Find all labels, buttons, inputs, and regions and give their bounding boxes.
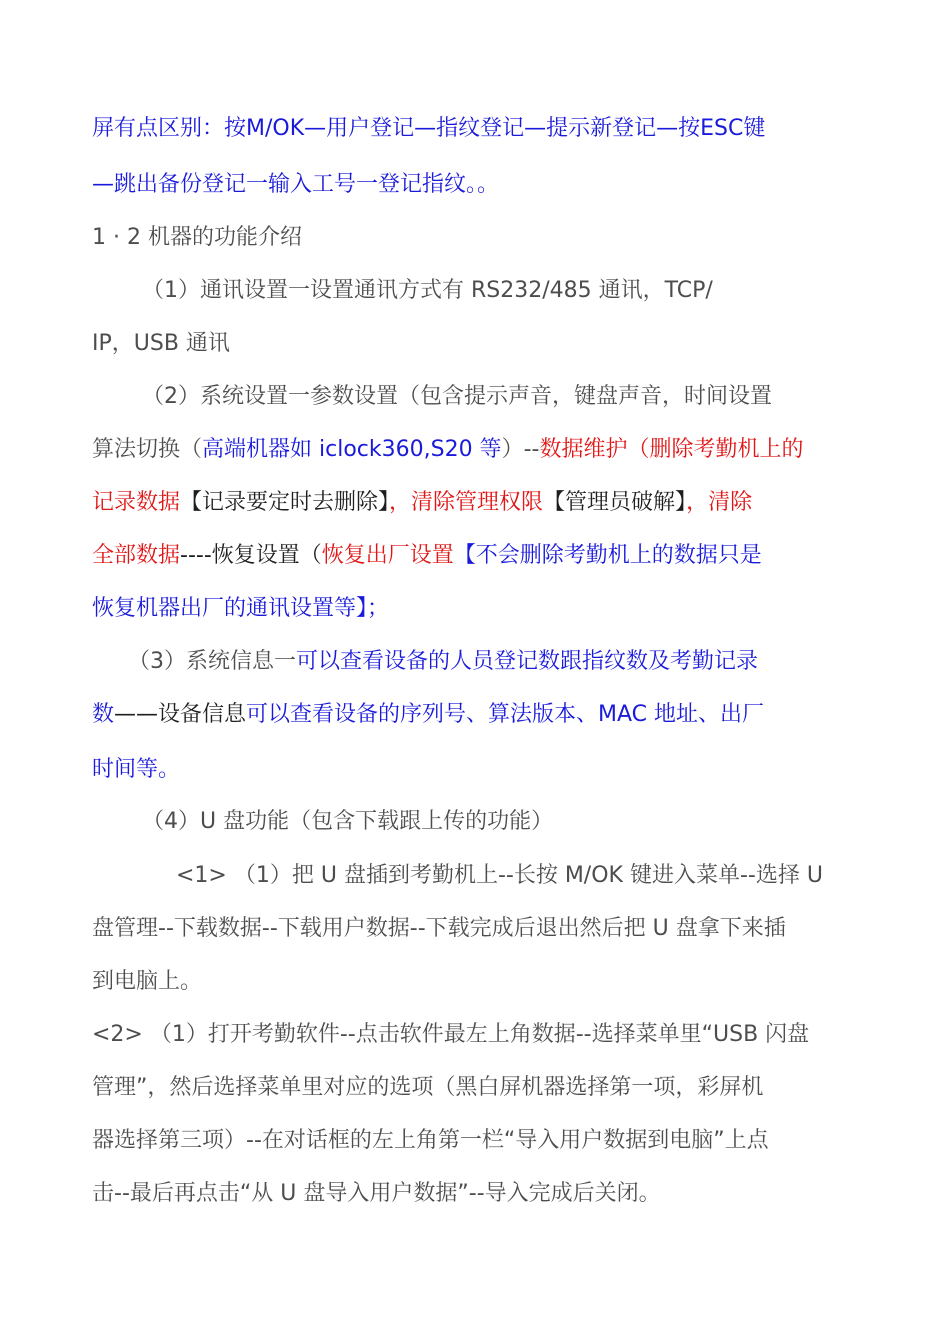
text-run: 全部数据 [92,543,181,568]
text-run: 到电脑上。 [92,969,203,994]
text-line [142,276,713,306]
text-line [142,807,553,837]
text-line [92,1073,763,1103]
text-run: 【管理员破解】 [543,490,687,515]
text-run: 【记录要定时去删除】 [180,490,390,515]
text-run: 数据维护（删除考勤机上的 [539,437,804,462]
text-run: 【不会删除考勤机上的数据只是 [453,543,762,568]
text-line [176,861,823,891]
text-run: 盘管理--下载数据--下载用户数据--下载完成后退出然后把 U 盘拿下来插 [92,916,786,941]
text-run: IP，USB 通讯 [92,331,230,356]
text-run: （3）系统信息一 [128,649,296,674]
text-line [92,755,180,785]
text-run: <2> （1）打开考勤软件--点击软件最左上角数据--选择菜单里“USB 闪盘 [92,1022,810,1047]
text-line [128,647,758,677]
text-line [92,329,230,359]
text-line [92,1020,809,1050]
text-line [92,435,803,465]
text-line [92,541,762,571]
text-run: 恢复机器出厂的通讯设置等】； [92,596,390,621]
text-run: ----恢复设置（ [180,543,322,568]
text-run: 记录数据 [92,490,181,515]
text-line [92,914,786,944]
text-line [92,488,752,518]
text-line [92,170,499,200]
text-run: 可以查看设备的序列号、算法版本、MAC 地址、出厂 [246,702,765,727]
section-heading [92,223,302,253]
text-run: 高端机器如 iclock360,S20 等 [202,437,502,462]
text-run: （2）系统设置一参数设置（包含提示声音，键盘声音，时间设置 [142,384,772,409]
text-run: ）-- [501,437,540,462]
text-run: 可以查看设备的人员登记数跟指纹数及考勤记录 [296,649,759,674]
text-run: ——设备信息 [114,702,247,727]
text-run: （1）通讯设置一设置通讯方式有 RS232/485 通讯，TCP/ [142,278,713,303]
text-line [92,594,389,624]
text-run: 管理”，然后选择菜单里对应的选项（黑白屏机器选择第一项，彩屏机 [92,1075,764,1100]
text-run: 1 · 2 机器的功能介绍 [92,225,302,250]
text-run: （4）U 盘功能（包含下载跟上传的功能） [142,809,554,834]
text-run: ，清除 [686,490,753,515]
text-line [92,114,765,144]
text-line [92,1126,769,1156]
text-run: 数 [92,702,115,727]
text-line [92,700,764,730]
text-line [92,967,202,997]
text-run: 击--最后再点击“从 U 盘导入用户数据”--导入完成后关闭。 [92,1181,661,1206]
text-run: ，清除管理权限 [389,490,544,515]
text-run: <1> （1）把 U 盘插到考勤机上--长按 M/OK 键进入菜单--选择 U [176,863,823,888]
text-run: —跳出备份登记一输入工号一登记指纹。。 [92,172,500,197]
text-line [142,382,772,412]
text-line [92,1179,661,1209]
text-run: 算法切换（ [92,437,203,462]
text-run: 恢复出厂设置 [321,543,454,568]
text-run: 器选择第三项）--在对话框的左上角第一栏“导入用户数据到电脑”上点 [92,1128,769,1153]
text-run: 时间等。 [92,757,181,782]
text-run: 屏有点区别：按M/OK—用户登记—指纹登记—提示新登记—按ESC键 [92,116,766,141]
